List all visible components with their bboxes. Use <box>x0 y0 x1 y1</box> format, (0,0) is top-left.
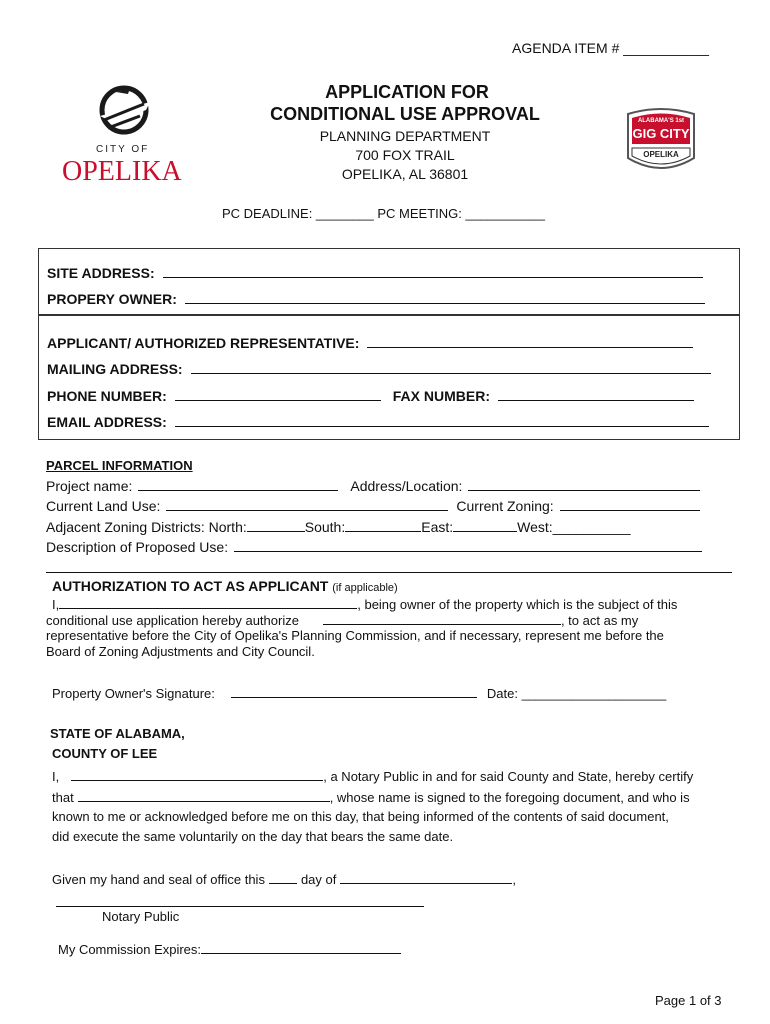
notary-line-2 <box>52 789 690 805</box>
date-label: Date: ____________________ <box>486 686 667 701</box>
applicant-rep-label: APPLICANT/ AUTHORIZED REPRESENTATIVE: <box>47 335 360 351</box>
auth-heading: AUTHORIZATION TO ACT AS APPLICANT <box>52 578 329 594</box>
current-land-use-field[interactable] <box>166 498 448 511</box>
auth-representative-field[interactable] <box>323 612 561 625</box>
notary-signature-line[interactable] <box>56 906 424 907</box>
auth-owner-field[interactable] <box>59 596 357 609</box>
state-label: STATE OF ALABAMA, <box>50 726 185 741</box>
property-owner-label: PROPERY OWNER: <box>47 291 177 307</box>
applicant-rep-field[interactable] <box>367 335 693 348</box>
department: PLANNING DEPARTMENT <box>319 128 491 144</box>
current-zoning-field[interactable] <box>560 498 700 511</box>
site-address-label: SITE ADDRESS: <box>47 265 155 281</box>
property-owner-field[interactable] <box>185 291 705 304</box>
auth-being-owner: , being owner of the property which is the subject of this <box>357 597 678 612</box>
fax-number-field[interactable] <box>498 388 694 401</box>
badge-top-text: ALABAMA'S 1st <box>637 118 685 124</box>
phone-number-label: PHONE NUMBER: <box>47 388 167 404</box>
email-address-label: EMAIL ADDRESS: <box>47 414 167 430</box>
parcel-heading: PARCEL INFORMATION <box>46 458 193 473</box>
email-address-field[interactable] <box>175 414 709 427</box>
auth-line-2a: conditional use application hereby authorize <box>46 613 299 628</box>
city-of-label: CITY OF <box>96 144 150 155</box>
auth-heading-row <box>52 578 398 594</box>
signer-name-field[interactable] <box>78 789 330 802</box>
given-day-field[interactable] <box>269 871 297 884</box>
north-field[interactable] <box>247 519 305 532</box>
address-location-field[interactable] <box>468 478 700 491</box>
day-of-label: day of <box>300 872 337 887</box>
description-row <box>46 539 702 555</box>
auth-i: I, <box>52 597 60 612</box>
commission-label: My Commission Expires: <box>58 942 202 957</box>
east-label: East: <box>421 519 454 535</box>
signature-row <box>52 685 666 701</box>
east-field[interactable] <box>453 519 517 532</box>
applicant-section <box>38 314 740 440</box>
notary-i: I, <box>52 769 60 784</box>
opelika-wordmark: OPELIKA <box>62 156 182 187</box>
south-field[interactable] <box>345 519 421 532</box>
auth-line-2 <box>46 612 638 628</box>
auth-line-4: Board of Zoning Adjustments and City Council. <box>46 644 315 659</box>
page-number: Page 1 of 3 <box>655 993 722 1008</box>
title-line-2: CONDITIONAL USE APPROVAL <box>270 104 540 124</box>
agenda-item: AGENDA ITEM # ___________ <box>512 40 709 56</box>
fax-number-label: FAX NUMBER: <box>392 388 491 404</box>
south-label: South: <box>304 519 346 535</box>
project-name-label: Project name: <box>46 478 133 494</box>
adjacent-row <box>46 519 631 535</box>
badge-bottom-text: OPELIKA <box>643 150 679 159</box>
project-name-field[interactable] <box>138 478 338 491</box>
gig-city-badge-icon <box>622 104 700 178</box>
auth-heading-note: (if applicable) <box>332 582 398 594</box>
pc-deadline-line: PC DEADLINE: ________ PC MEETING: ___________ <box>222 206 546 221</box>
notary-line-1b: , a Notary Public in and for said County and State, hereby certify <box>323 769 694 784</box>
notary-line-1 <box>52 768 693 784</box>
address-line-2: OPELIKA, AL 36801 <box>341 166 469 182</box>
mailing-address-label: MAILING ADDRESS: <box>47 361 183 377</box>
auth-line-1 <box>52 596 677 612</box>
city-of-opelika-logo <box>60 80 190 190</box>
owner-signature-label: Property Owner's Signature: <box>52 686 215 701</box>
address-location-label: Address/Location: <box>350 478 463 494</box>
mailing-address-field[interactable] <box>191 361 711 374</box>
notary-line-4: did execute the same voluntarily on the day that bears the same date. <box>52 829 454 844</box>
site-section <box>38 248 740 316</box>
auth-line-3: representative before the City of Opelika's Planning Commission, and if necessary, represent me before the <box>46 628 664 643</box>
west-label: West:__________ <box>517 519 631 535</box>
project-row <box>46 478 700 494</box>
notary-public-label: Notary Public <box>102 909 180 924</box>
given-label: Given my hand and seal of office this <box>52 872 265 887</box>
land-use-row <box>46 498 700 514</box>
notary-that: that <box>52 790 74 805</box>
phone-number-field[interactable] <box>175 388 381 401</box>
county-label: COUNTY OF LEE <box>52 746 158 761</box>
current-land-use-label: Current Land Use: <box>46 498 161 514</box>
description-line-2[interactable] <box>46 572 732 573</box>
commission-expires-field[interactable] <box>201 941 401 954</box>
given-comma: , <box>512 872 516 887</box>
gig-city-badge <box>622 104 700 178</box>
description-label: Description of Proposed Use: <box>46 539 229 555</box>
notary-line-3: known to me or acknowledged before me on this day, that being informed of the contents of said document, <box>52 809 669 824</box>
commission-row <box>58 941 401 957</box>
notary-line-2b: , whose name is signed to the foregoing document, and who is <box>329 790 690 805</box>
current-zoning-label: Current Zoning: <box>456 498 554 514</box>
address-line-1: 700 FOX TRAIL <box>355 147 455 163</box>
title-line-1: APPLICATION FOR <box>325 82 489 102</box>
adjacent-north-label: Adjacent Zoning Districts: North: <box>46 519 247 535</box>
description-field[interactable] <box>234 539 702 552</box>
auth-line-2b: , to act as my <box>560 613 639 628</box>
notary-name-field[interactable] <box>71 768 323 781</box>
site-address-field[interactable] <box>163 265 703 278</box>
given-month-field[interactable] <box>340 871 512 884</box>
owner-signature-field[interactable] <box>231 685 477 698</box>
given-row <box>52 871 516 887</box>
badge-main-text: GIG CITY <box>632 126 690 141</box>
